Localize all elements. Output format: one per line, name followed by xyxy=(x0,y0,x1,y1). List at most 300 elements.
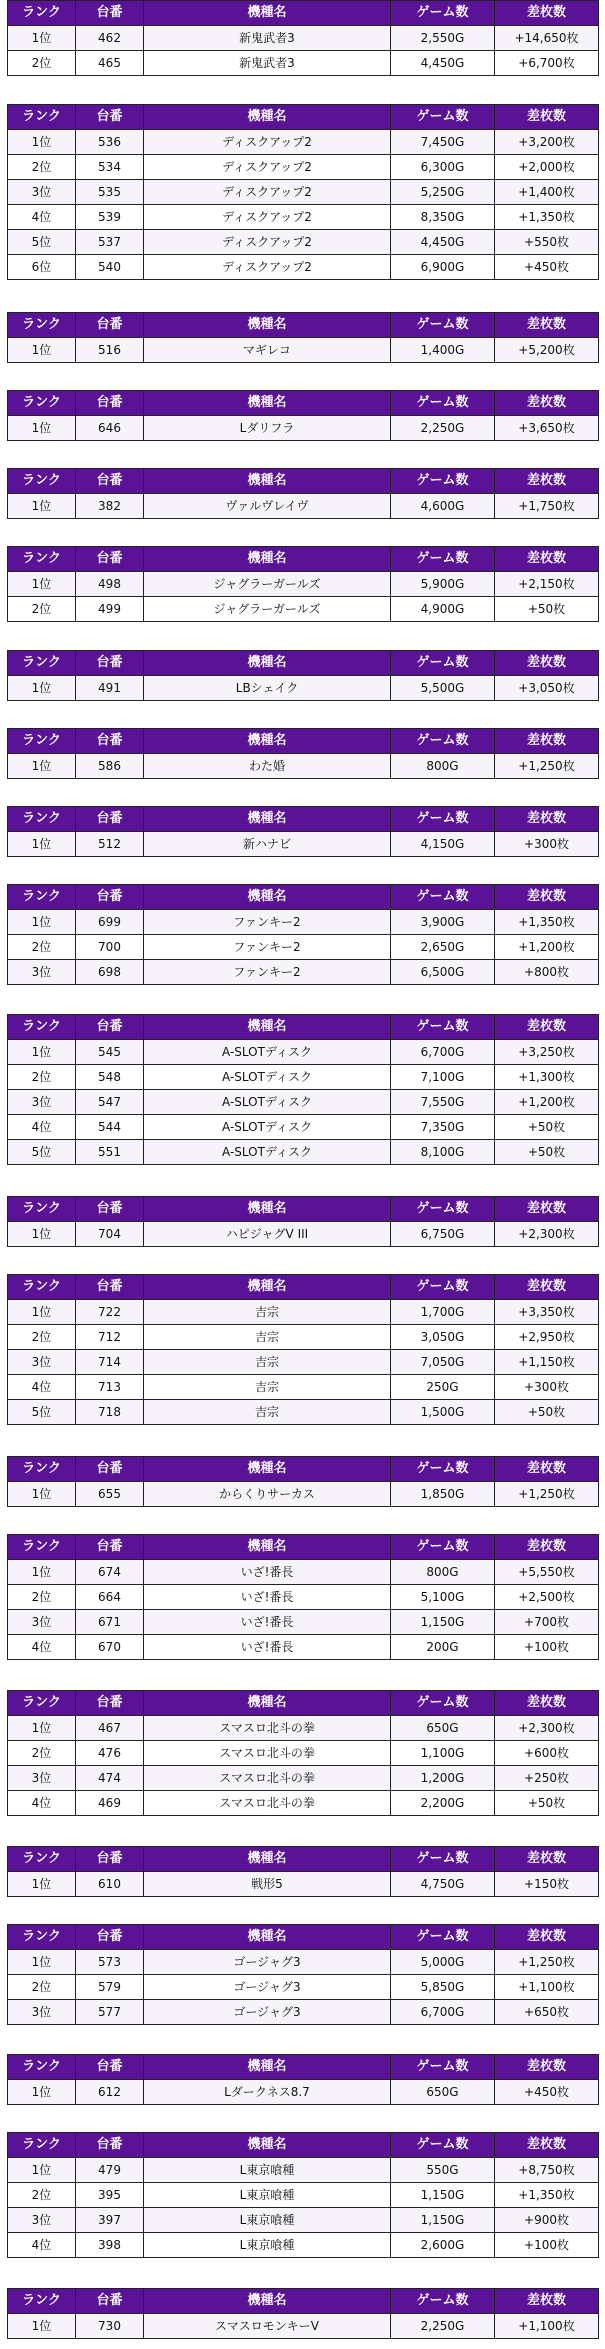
rank-cell: 3位 xyxy=(8,2208,76,2233)
diff-cell: +700枚 xyxy=(495,1610,599,1635)
machine-name-cell: ジャグラーガールズ xyxy=(144,597,391,622)
rank-cell: 3位 xyxy=(8,960,76,985)
game-count-header: ゲーム数 xyxy=(391,2133,495,2158)
table-row xyxy=(8,338,599,363)
diff-header: 差枚数 xyxy=(495,469,599,494)
table-row xyxy=(8,1115,599,1140)
machine-number-cell: 539 xyxy=(76,205,144,230)
game-count-cell: 7,350G xyxy=(391,1115,495,1140)
machine-name-cell: 吉宗 xyxy=(144,1400,391,1425)
rank-cell: 2位 xyxy=(8,1585,76,1610)
table-header-row xyxy=(8,313,599,338)
machine-name-cell: 新鬼武者3 xyxy=(144,51,391,76)
table-row xyxy=(8,1040,599,1065)
machine-name-cell: ファンキー2 xyxy=(144,910,391,935)
game-count-cell: 1,150G xyxy=(391,1610,495,1635)
machine-name-cell: スマスロモンキーV xyxy=(144,2314,391,2339)
machine-name-header: 機種名 xyxy=(144,1197,391,1222)
diff-header: 差枚数 xyxy=(495,651,599,676)
diff-cell: +2,950枚 xyxy=(495,1325,599,1350)
machine-number-cell: 382 xyxy=(76,494,144,519)
game-count-header: ゲーム数 xyxy=(391,729,495,754)
table-row xyxy=(8,2000,599,2025)
machine-name-cell: スマスロ北斗の拳 xyxy=(144,1766,391,1791)
rank-cell: 1位 xyxy=(8,416,76,441)
machine-name-cell: ゴージャグ3 xyxy=(144,2000,391,2025)
machine-number-header: 台番 xyxy=(76,1,144,26)
table-row xyxy=(8,1482,599,1507)
rank-header: ランク xyxy=(8,391,76,416)
machine-name-cell: 吉宗 xyxy=(144,1325,391,1350)
diff-cell: +14,650枚 xyxy=(495,26,599,51)
machine-number-cell: 714 xyxy=(76,1350,144,1375)
game-count-cell: 650G xyxy=(391,1716,495,1741)
ranking-table xyxy=(7,468,599,519)
game-count-cell: 1,200G xyxy=(391,1766,495,1791)
rank-cell: 3位 xyxy=(8,2000,76,2025)
diff-header: 差枚数 xyxy=(495,1,599,26)
machine-name-cell: 吉宗 xyxy=(144,1350,391,1375)
machine-name-cell: L東京喰種 xyxy=(144,2158,391,2183)
diff-cell: +2,150枚 xyxy=(495,572,599,597)
rank-cell: 4位 xyxy=(8,1375,76,1400)
diff-cell: +50枚 xyxy=(495,1400,599,1425)
diff-cell: +1,400枚 xyxy=(495,180,599,205)
table-row xyxy=(8,1610,599,1635)
table-row xyxy=(8,1300,599,1325)
machine-number-cell: 465 xyxy=(76,51,144,76)
rank-cell: 3位 xyxy=(8,1090,76,1115)
ranking-table xyxy=(7,1274,599,1425)
machine-name-cell: 新鬼武者3 xyxy=(144,26,391,51)
machine-name-header: 機種名 xyxy=(144,651,391,676)
machine-number-cell: 548 xyxy=(76,1065,144,1090)
game-count-header: ゲーム数 xyxy=(391,651,495,676)
game-count-cell: 4,450G xyxy=(391,230,495,255)
diff-cell: +3,350枚 xyxy=(495,1300,599,1325)
diff-cell: +900枚 xyxy=(495,2208,599,2233)
ranking-table xyxy=(7,884,599,985)
rank-header: ランク xyxy=(8,1457,76,1482)
diff-cell: +2,000枚 xyxy=(495,155,599,180)
machine-number-cell: 545 xyxy=(76,1040,144,1065)
machine-number-cell: 462 xyxy=(76,26,144,51)
table-row xyxy=(8,2158,599,2183)
machine-number-cell: 479 xyxy=(76,2158,144,2183)
rank-cell: 1位 xyxy=(8,1222,76,1247)
machine-number-cell: 646 xyxy=(76,416,144,441)
machine-name-cell: ディスクアップ2 xyxy=(144,180,391,205)
rank-cell: 2位 xyxy=(8,935,76,960)
rank-cell: 4位 xyxy=(8,2233,76,2258)
game-count-cell: 4,450G xyxy=(391,51,495,76)
machine-number-cell: 671 xyxy=(76,1610,144,1635)
table-row xyxy=(8,2314,599,2339)
diff-header: 差枚数 xyxy=(495,729,599,754)
table-row xyxy=(8,910,599,935)
game-count-header: ゲーム数 xyxy=(391,1691,495,1716)
rank-header: ランク xyxy=(8,1847,76,1872)
diff-cell: +2,300枚 xyxy=(495,1716,599,1741)
game-count-cell: 5,000G xyxy=(391,1950,495,1975)
machine-name-header: 機種名 xyxy=(144,2055,391,2080)
game-count-header: ゲーム数 xyxy=(391,1275,495,1300)
machine-number-cell: 610 xyxy=(76,1872,144,1897)
rank-cell: 4位 xyxy=(8,1635,76,1660)
game-count-cell: 1,150G xyxy=(391,2183,495,2208)
game-count-cell: 4,900G xyxy=(391,597,495,622)
table-header-row xyxy=(8,2289,599,2314)
machine-name-cell: ファンキー2 xyxy=(144,935,391,960)
game-count-header: ゲーム数 xyxy=(391,885,495,910)
diff-cell: +50枚 xyxy=(495,1791,599,1816)
diff-header: 差枚数 xyxy=(495,313,599,338)
table-header-row xyxy=(8,807,599,832)
diff-cell: +3,200枚 xyxy=(495,130,599,155)
rank-cell: 1位 xyxy=(8,1040,76,1065)
game-count-cell: 4,750G xyxy=(391,1872,495,1897)
diff-cell: +1,200枚 xyxy=(495,1090,599,1115)
diff-cell: +3,250枚 xyxy=(495,1040,599,1065)
rank-header: ランク xyxy=(8,2133,76,2158)
diff-header: 差枚数 xyxy=(495,807,599,832)
table-header-row xyxy=(8,2055,599,2080)
machine-number-cell: 476 xyxy=(76,1741,144,1766)
table-header-row xyxy=(8,1,599,26)
machine-name-cell: ディスクアップ2 xyxy=(144,205,391,230)
game-count-cell: 200G xyxy=(391,1635,495,1660)
table-row xyxy=(8,1585,599,1610)
table-row xyxy=(8,2208,599,2233)
ranking-table xyxy=(7,1456,599,1507)
rank-header: ランク xyxy=(8,1,76,26)
rank-header: ランク xyxy=(8,651,76,676)
rank-header: ランク xyxy=(8,2055,76,2080)
machine-number-cell: 579 xyxy=(76,1975,144,2000)
machine-number-cell: 544 xyxy=(76,1115,144,1140)
machine-number-header: 台番 xyxy=(76,1275,144,1300)
machine-number-header: 台番 xyxy=(76,469,144,494)
table-row xyxy=(8,1400,599,1425)
ranking-table xyxy=(7,390,599,441)
rank-header: ランク xyxy=(8,1535,76,1560)
table-row xyxy=(8,1950,599,1975)
table-row xyxy=(8,494,599,519)
game-count-header: ゲーム数 xyxy=(391,1535,495,1560)
game-count-cell: 2,550G xyxy=(391,26,495,51)
rank-cell: 1位 xyxy=(8,1560,76,1585)
table-row xyxy=(8,26,599,51)
rank-header: ランク xyxy=(8,2289,76,2314)
diff-header: 差枚数 xyxy=(495,1847,599,1872)
rank-cell: 5位 xyxy=(8,1400,76,1425)
table-header-row xyxy=(8,651,599,676)
rank-header: ランク xyxy=(8,807,76,832)
machine-number-header: 台番 xyxy=(76,729,144,754)
table-row xyxy=(8,416,599,441)
rank-cell: 3位 xyxy=(8,1610,76,1635)
diff-cell: +5,200枚 xyxy=(495,338,599,363)
rank-cell: 2位 xyxy=(8,1325,76,1350)
diff-cell: +1,250枚 xyxy=(495,754,599,779)
diff-cell: +1,350枚 xyxy=(495,910,599,935)
machine-number-cell: 551 xyxy=(76,1140,144,1165)
machine-name-header: 機種名 xyxy=(144,469,391,494)
rank-cell: 2位 xyxy=(8,1741,76,1766)
rank-header: ランク xyxy=(8,885,76,910)
rank-cell: 2位 xyxy=(8,155,76,180)
rank-cell: 1位 xyxy=(8,338,76,363)
table-row xyxy=(8,1140,599,1165)
table-row xyxy=(8,1090,599,1115)
game-count-cell: 6,700G xyxy=(391,1040,495,1065)
game-count-cell: 6,300G xyxy=(391,155,495,180)
rank-header: ランク xyxy=(8,1925,76,1950)
table-row xyxy=(8,2233,599,2258)
table-row xyxy=(8,1716,599,1741)
diff-header: 差枚数 xyxy=(495,1691,599,1716)
game-count-cell: 1,150G xyxy=(391,2208,495,2233)
rank-cell: 1位 xyxy=(8,1716,76,1741)
machine-name-cell: LBシェイク xyxy=(144,676,391,701)
rank-cell: 6位 xyxy=(8,255,76,280)
machine-name-cell: ファンキー2 xyxy=(144,960,391,985)
machine-number-header: 台番 xyxy=(76,1691,144,1716)
game-count-cell: 6,900G xyxy=(391,255,495,280)
machine-name-cell: ヴァルヴレイヴ xyxy=(144,494,391,519)
machine-number-cell: 664 xyxy=(76,1585,144,1610)
game-count-cell: 7,450G xyxy=(391,130,495,155)
rank-header: ランク xyxy=(8,1015,76,1040)
game-count-cell: 7,550G xyxy=(391,1090,495,1115)
table-row xyxy=(8,1791,599,1816)
ranking-table xyxy=(7,2288,599,2339)
game-count-header: ゲーム数 xyxy=(391,469,495,494)
game-count-cell: 2,600G xyxy=(391,2233,495,2258)
game-count-cell: 800G xyxy=(391,754,495,779)
machine-name-cell: L東京喰種 xyxy=(144,2208,391,2233)
game-count-cell: 5,100G xyxy=(391,1585,495,1610)
rank-cell: 1位 xyxy=(8,832,76,857)
machine-number-header: 台番 xyxy=(76,1457,144,1482)
diff-cell: +1,250枚 xyxy=(495,1482,599,1507)
ranking-table xyxy=(7,0,599,76)
machine-number-header: 台番 xyxy=(76,1925,144,1950)
game-count-cell: 2,650G xyxy=(391,935,495,960)
table-row xyxy=(8,1635,599,1660)
machine-number-cell: 512 xyxy=(76,832,144,857)
rank-cell: 2位 xyxy=(8,1065,76,1090)
machine-name-cell: スマスロ北斗の拳 xyxy=(144,1741,391,1766)
machine-number-cell: 469 xyxy=(76,1791,144,1816)
game-count-header: ゲーム数 xyxy=(391,2289,495,2314)
diff-cell: +550枚 xyxy=(495,230,599,255)
game-count-cell: 7,050G xyxy=(391,1350,495,1375)
diff-cell: +1,750枚 xyxy=(495,494,599,519)
table-header-row xyxy=(8,1457,599,1482)
machine-number-header: 台番 xyxy=(76,1847,144,1872)
diff-header: 差枚数 xyxy=(495,885,599,910)
machine-name-cell: いざ!番長 xyxy=(144,1635,391,1660)
table-header-row xyxy=(8,1015,599,1040)
table-row xyxy=(8,676,599,701)
rank-cell: 1位 xyxy=(8,676,76,701)
game-count-cell: 8,100G xyxy=(391,1140,495,1165)
game-count-cell: 5,250G xyxy=(391,180,495,205)
machine-number-cell: 573 xyxy=(76,1950,144,1975)
ranking-table xyxy=(7,312,599,363)
table-header-row xyxy=(8,1275,599,1300)
rank-cell: 1位 xyxy=(8,1872,76,1897)
machine-number-cell: 670 xyxy=(76,1635,144,1660)
machine-name-cell: スマスロ北斗の拳 xyxy=(144,1716,391,1741)
diff-header: 差枚数 xyxy=(495,1535,599,1560)
game-count-cell: 1,100G xyxy=(391,1741,495,1766)
game-count-cell: 5,900G xyxy=(391,572,495,597)
machine-number-cell: 467 xyxy=(76,1716,144,1741)
machine-name-header: 機種名 xyxy=(144,1,391,26)
diff-cell: +300枚 xyxy=(495,1375,599,1400)
machine-number-cell: 540 xyxy=(76,255,144,280)
rank-cell: 2位 xyxy=(8,2183,76,2208)
machine-name-header: 機種名 xyxy=(144,547,391,572)
diff-cell: +3,650枚 xyxy=(495,416,599,441)
table-header-row xyxy=(8,469,599,494)
table-header-row xyxy=(8,105,599,130)
machine-name-header: 機種名 xyxy=(144,1535,391,1560)
game-count-cell: 1,400G xyxy=(391,338,495,363)
table-row xyxy=(8,205,599,230)
diff-cell: +800枚 xyxy=(495,960,599,985)
game-count-cell: 3,050G xyxy=(391,1325,495,1350)
machine-name-cell: Lダリフラ xyxy=(144,416,391,441)
game-count-cell: 2,200G xyxy=(391,1791,495,1816)
table-row xyxy=(8,1560,599,1585)
diff-cell: +50枚 xyxy=(495,1140,599,1165)
table-row xyxy=(8,1065,599,1090)
machine-number-cell: 612 xyxy=(76,2080,144,2105)
machine-name-cell: ディスクアップ2 xyxy=(144,155,391,180)
machine-number-header: 台番 xyxy=(76,2133,144,2158)
machine-name-cell: ゴージャグ3 xyxy=(144,1950,391,1975)
ranking-table xyxy=(7,546,599,622)
game-count-header: ゲーム数 xyxy=(391,547,495,572)
game-count-cell: 4,150G xyxy=(391,832,495,857)
machine-number-cell: 698 xyxy=(76,960,144,985)
table-header-row xyxy=(8,1535,599,1560)
rank-header: ランク xyxy=(8,547,76,572)
game-count-cell: 5,850G xyxy=(391,1975,495,2000)
game-count-cell: 6,750G xyxy=(391,1222,495,1247)
machine-number-header: 台番 xyxy=(76,105,144,130)
rank-header: ランク xyxy=(8,105,76,130)
diff-header: 差枚数 xyxy=(495,1925,599,1950)
table-row xyxy=(8,2080,599,2105)
rank-cell: 1位 xyxy=(8,2158,76,2183)
table-row xyxy=(8,960,599,985)
table-header-row xyxy=(8,391,599,416)
table-row xyxy=(8,1325,599,1350)
diff-cell: +1,100枚 xyxy=(495,1975,599,2000)
game-count-cell: 1,700G xyxy=(391,1300,495,1325)
machine-number-cell: 397 xyxy=(76,2208,144,2233)
game-count-header: ゲーム数 xyxy=(391,1197,495,1222)
diff-cell: +8,750枚 xyxy=(495,2158,599,2183)
ranking-table xyxy=(7,806,599,857)
diff-cell: +1,350枚 xyxy=(495,205,599,230)
rank-cell: 3位 xyxy=(8,180,76,205)
game-count-header: ゲーム数 xyxy=(391,105,495,130)
diff-cell: +100枚 xyxy=(495,2233,599,2258)
table-header-row xyxy=(8,885,599,910)
machine-number-cell: 700 xyxy=(76,935,144,960)
diff-header: 差枚数 xyxy=(495,1015,599,1040)
machine-name-cell: Lダークネス8.7 xyxy=(144,2080,391,2105)
machine-name-header: 機種名 xyxy=(144,1015,391,1040)
diff-cell: +1,200枚 xyxy=(495,935,599,960)
rank-cell: 3位 xyxy=(8,1766,76,1791)
machine-name-cell: 吉宗 xyxy=(144,1375,391,1400)
game-count-cell: 1,850G xyxy=(391,1482,495,1507)
machine-number-cell: 537 xyxy=(76,230,144,255)
machine-name-cell: 吉宗 xyxy=(144,1300,391,1325)
machine-number-cell: 398 xyxy=(76,2233,144,2258)
machine-name-cell: A-SLOTディスク xyxy=(144,1140,391,1165)
machine-name-cell: 戦形5 xyxy=(144,1872,391,1897)
machine-number-cell: 395 xyxy=(76,2183,144,2208)
diff-cell: +1,350枚 xyxy=(495,2183,599,2208)
diff-cell: +50枚 xyxy=(495,1115,599,1140)
machine-number-header: 台番 xyxy=(76,1197,144,1222)
machine-number-cell: 535 xyxy=(76,180,144,205)
game-count-cell: 3,900G xyxy=(391,910,495,935)
game-count-cell: 1,500G xyxy=(391,1400,495,1425)
rank-cell: 1位 xyxy=(8,1950,76,1975)
machine-name-header: 機種名 xyxy=(144,2133,391,2158)
diff-cell: +1,250枚 xyxy=(495,1950,599,1975)
table-header-row xyxy=(8,1197,599,1222)
game-count-header: ゲーム数 xyxy=(391,313,495,338)
machine-name-cell: ディスクアップ2 xyxy=(144,255,391,280)
table-row xyxy=(8,130,599,155)
machine-number-header: 台番 xyxy=(76,1535,144,1560)
table-header-row xyxy=(8,1847,599,1872)
rank-cell: 2位 xyxy=(8,597,76,622)
ranking-table xyxy=(7,1534,599,1660)
machine-number-cell: 730 xyxy=(76,2314,144,2339)
machine-name-cell: いざ!番長 xyxy=(144,1560,391,1585)
game-count-header: ゲーム数 xyxy=(391,1925,495,1950)
machine-number-cell: 498 xyxy=(76,572,144,597)
table-row xyxy=(8,1741,599,1766)
machine-number-cell: 712 xyxy=(76,1325,144,1350)
game-count-header: ゲーム数 xyxy=(391,1015,495,1040)
diff-cell: +3,050枚 xyxy=(495,676,599,701)
game-count-cell: 6,700G xyxy=(391,2000,495,2025)
rank-cell: 2位 xyxy=(8,1975,76,2000)
machine-name-cell: マギレコ xyxy=(144,338,391,363)
ranking-table xyxy=(7,1690,599,1816)
ranking-table xyxy=(7,104,599,280)
machine-number-header: 台番 xyxy=(76,885,144,910)
rank-header: ランク xyxy=(8,469,76,494)
rank-cell: 3位 xyxy=(8,1350,76,1375)
table-row xyxy=(8,597,599,622)
game-count-header: ゲーム数 xyxy=(391,1847,495,1872)
rank-header: ランク xyxy=(8,1197,76,1222)
game-count-cell: 2,250G xyxy=(391,416,495,441)
game-count-cell: 8,350G xyxy=(391,205,495,230)
